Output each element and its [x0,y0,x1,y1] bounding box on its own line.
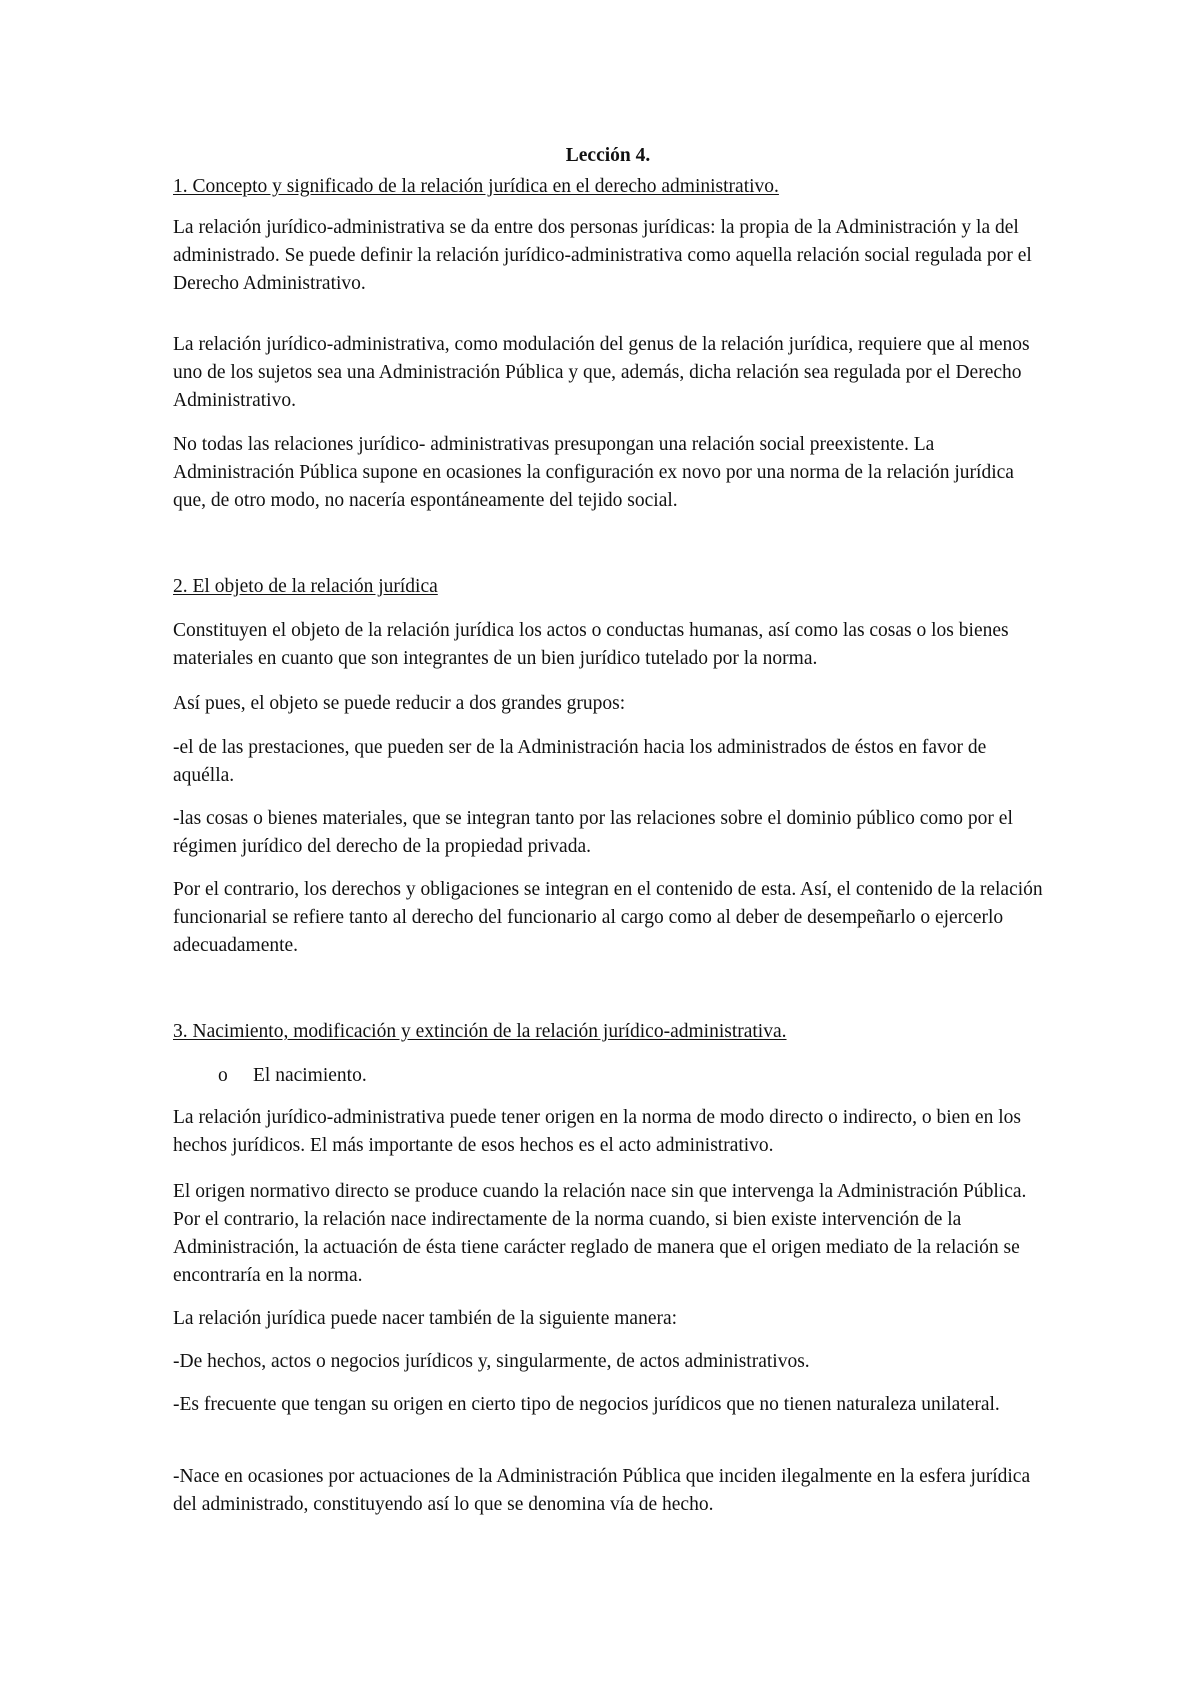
section-2-heading: 2. El objeto de la relación jurídica [173,576,438,597]
section-3-heading: 3. Nacimiento, modificación y extinción de la relación jurídico-administrativa. [173,1021,787,1042]
section-2-paragraph-1: Constituyen el objeto de la relación jurídica los actos o conductas humanas, así como las cosas o los bienes materiales en cuanto que son integrantes de un bien jurídico tutelado por la norma. [173,620,1009,669]
bullet-item [218,1062,367,1090]
section-1-paragraph-3: No todas las relaciones jurídico- administrativas presupongan una relación social preexistente. La Administración Pública supone en ocasiones la configuración ex novo por una norma de la relación jurídica que, de otro modo, no nacería espontáneamente del tejido social. [173,434,1014,511]
document-title: Lección 4. [565,145,651,166]
section-3-paragraph-1: La relación jurídico-administrativa puede tener origen en la norma de modo directo o indirecto, o bien en los hechos jurídicos. El más importante de esos hechos es el acto administrativo. [173,1107,1021,1156]
section-2-paragraph-5: Por el contrario, los derechos y obligaciones se integran en el contenido de esta. Así, el contenido de la relación funcionarial se refiere tanto al derecho del funcionario al cargo como al deber de desempeñarlo o ejercerlo adecuadamente. [173,879,1043,956]
section-3-paragraph-3: La relación jurídica puede nacer también de la siguiente manera: [173,1308,678,1329]
section-3-paragraph-5: -Es frecuente que tengan su origen en cierto tipo de negocios jurídicos que no tienen naturaleza unilateral. [173,1394,1000,1415]
section-2-paragraph-2: Así pues, el objeto se puede reducir a dos grandes grupos: [173,693,626,714]
bullet-text: El nacimiento. [253,1065,367,1086]
section-1-paragraph-2: La relación jurídico-administrativa, como modulación del genus de la relación jurídica, requiere que al menos uno de los sujetos sea una Administración Pública y que, además, dicha relación sea regulada por el Derecho Administrativo. [173,334,1030,411]
section-1-heading: 1. Concepto y significado de la relación jurídica en el derecho administrativo. [173,176,779,197]
section-1-paragraph-1: La relación jurídico-administrativa se da entre dos personas jurídicas: la propia de la Administración y la del administrado. Se puede definir la relación jurídico-administrativa como aquella relación social regulada por el Derecho Administrativo. [173,217,1032,294]
section-3-paragraph-6: -Nace en ocasiones por actuaciones de la Administración Pública que inciden ilegalmente en la esfera jurídica del administrado, constituyendo así lo que se denomina vía de hecho. [173,1466,1031,1515]
bullet-mark: o [218,1065,228,1086]
section-2-paragraph-4: -las cosas o bienes materiales, que se integran tanto por las relaciones sobre el dominio público como por el régimen jurídico del derecho de la propiedad privada. [173,808,1013,857]
section-2-paragraph-3: -el de las prestaciones, que pueden ser de la Administración hacia los administrados de éstos en favor de aquélla. [173,737,987,786]
section-3-paragraph-4: -De hechos, actos o negocios jurídicos y, singularmente, de actos administrativos. [173,1351,810,1372]
section-3-paragraph-2: El origen normativo directo se produce cuando la relación nace sin que intervenga la Administración Pública. Por el contrario, la relación nace indirectamente de la norma cuando, si bien existe intervención de la Administración, la actuación de ésta tiene carácter reglado de manera que el origen mediato de la relación se encontraría en la norma. [173,1181,1027,1286]
